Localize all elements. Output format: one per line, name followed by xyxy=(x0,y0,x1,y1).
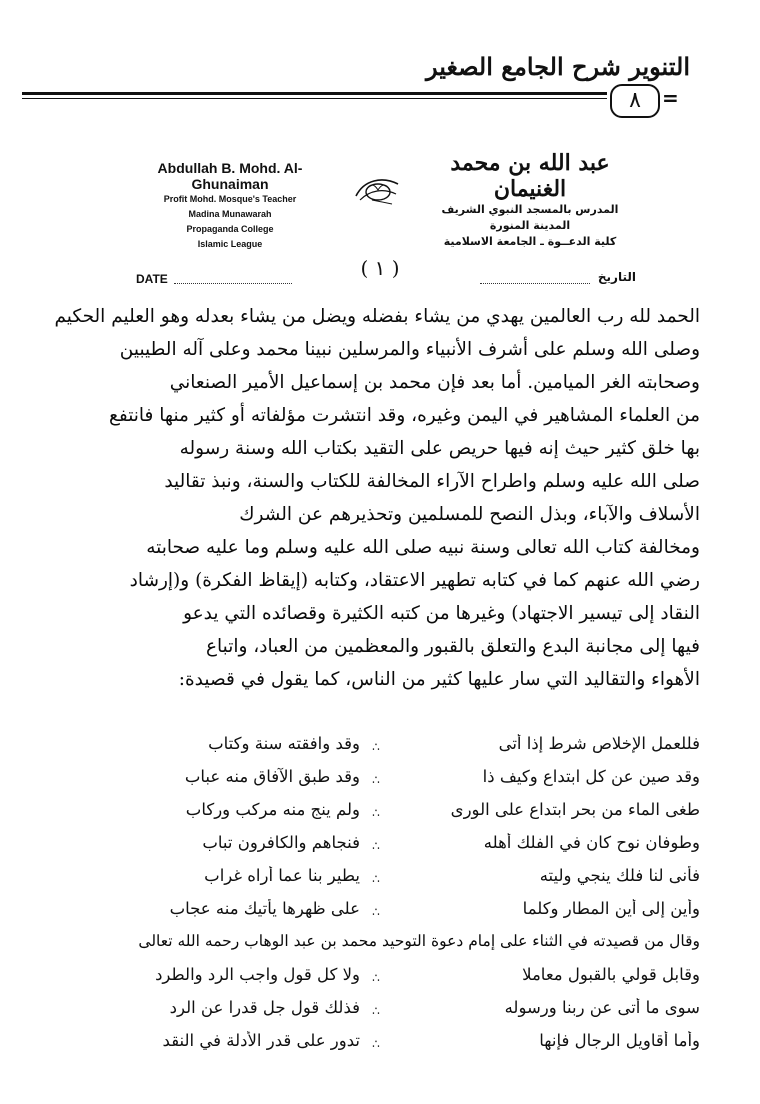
verse-first-half: وقابل قولي بالقبول معاملا xyxy=(522,965,700,984)
verse-separator: ∴ xyxy=(372,905,380,919)
poem-verse xyxy=(60,1031,700,1064)
body-line: الحمد لله رب العالمين يهدي من يشاء بفضله ويضل من يشاء بعدله وهو العليم الحكيم xyxy=(54,306,700,327)
poem-intro-2-text: وقال من قصيدته في الثناء على إمام دعوة التوحيد محمد بن عبد الوهاب رحمه الله تعالى xyxy=(138,932,700,950)
page-title: التنوير شرح الجامع الصغير xyxy=(426,52,690,81)
seal-emblem xyxy=(352,170,402,210)
letterhead-en-line: Islamic League xyxy=(197,239,263,249)
poem-verse xyxy=(60,800,700,833)
body-line: من العلماء المشاهير في اليمن وغيره، وقد انتشرت مؤلفاته أو كثير منها فانتفع xyxy=(108,405,700,426)
poem-verse xyxy=(60,833,700,866)
verse-first-half: فأنى لنا فلك ينجي وليته xyxy=(539,866,700,885)
verse-separator: ∴ xyxy=(372,740,380,754)
poem-verse xyxy=(60,965,700,998)
letterhead-en-line: Propaganda College xyxy=(186,224,274,234)
verse-separator: ∴ xyxy=(372,806,380,820)
verse-second-half: على ظهرها يأتيك منه عجاب xyxy=(169,899,360,918)
letter-number: ( ١ ) xyxy=(360,256,400,280)
verse-first-half: وقد صين عن كل ابتداع وكيف ذا xyxy=(482,767,700,786)
body-line: ومخالفة كتاب الله تعالى وسنة نبيه صلى الله عليه وسلم وما عليه صحابته xyxy=(146,537,700,558)
verse-first-half: وطوفان نوح كان في الفلك أهله xyxy=(483,833,700,852)
letterhead-en-name: Abdullah B. Mohd. Al-Ghunaiman xyxy=(157,160,303,192)
body-line: وصلى الله وسلم على أشرف الأنبياء والمرسلين نبينا محمد وعلى آله الطيبين xyxy=(119,339,700,360)
poem-verse xyxy=(60,866,700,899)
letterhead-ar-name: عبد الله بن محمد الغنيمان xyxy=(450,150,610,202)
verse-second-half: وقد طبق الآفاق منه عباب xyxy=(184,767,360,786)
verse-second-half: وقد وافقته سنة وكتاب xyxy=(208,734,360,753)
poem-verse xyxy=(60,767,700,800)
date-line xyxy=(174,283,292,284)
body-line: الأهواء والتقاليد التي سار عليها كثير من الناس، كما يقول في قصيدة: xyxy=(178,669,700,690)
letterhead-ar-line: المدرس بالمسجد النبوي الشريف xyxy=(441,203,619,216)
verse-second-half: تدور على قدر الأدلة في النقد xyxy=(162,1031,360,1050)
verse-first-half: طغى الماء من بحر ابتداع على الورى xyxy=(450,800,700,819)
date-label-ar: التاريخ xyxy=(597,270,636,284)
poem-verse xyxy=(60,998,700,1031)
date-line-ar xyxy=(480,283,590,284)
letterhead-en-line: Profit Mohd. Mosque's Teacher xyxy=(163,194,297,204)
verse-first-half: سوى ما أتى عن ربنا ورسوله xyxy=(504,998,700,1017)
verse-first-half: فللعمل الإخلاص شرط إذا أتى xyxy=(498,734,700,753)
body-line: رضي الله عنهم كما في كتابه تطهير الاعتقاد، وكتابه (إيقاظ الفكرة) و(إرشاد xyxy=(129,570,700,591)
poem xyxy=(60,734,700,1074)
body-line: الأسلاف والآباء، وبذل النصح للمسلمين وتحذيرهم عن الشرك xyxy=(239,504,700,525)
verse-separator: ∴ xyxy=(372,773,380,787)
header-rule-thin xyxy=(22,98,607,99)
page-number: ٨ xyxy=(610,84,660,118)
poem-verse xyxy=(60,734,700,767)
poem-intro-2 xyxy=(60,932,700,965)
body-line: فيها إلى مجانبة البدع والتعلق بالقبور والمعظمين من العباد، واتباع xyxy=(205,636,700,657)
header-mark: = xyxy=(662,86,679,110)
verse-separator: ∴ xyxy=(372,839,380,853)
letterhead-ar-line: كلية الدعــوة ـ الجامعة الاسلامية xyxy=(443,235,617,248)
letterhead-english xyxy=(130,160,330,252)
verse-second-half: ولا كل قول واجب الرد والطرد xyxy=(155,965,360,984)
body-line: بها خلق كثير حيث إنه فيها حريص على التقيد بكتاب الله وسنة رسوله xyxy=(179,438,700,459)
verse-separator: ∴ xyxy=(372,971,380,985)
poem-verse xyxy=(60,899,700,932)
letterhead-ar-line: المدينة المنورة xyxy=(489,219,571,232)
verse-second-half: يطير بنا عما أراه غراب xyxy=(204,866,360,885)
verse-second-half: فنجاهم والكافرون تباب xyxy=(202,833,360,852)
date-label: DATE xyxy=(136,272,168,286)
verse-first-half: وأما أقاويل الرجال فإنها xyxy=(539,1031,700,1050)
verse-separator: ∴ xyxy=(372,1004,380,1018)
verse-first-half: وأين إلى أين المطار وكلما xyxy=(522,899,700,918)
body-line: وصحابته الغر الميامين. أما بعد فإن محمد بن إسماعيل الأمير الصنعاني xyxy=(169,372,700,393)
header-rule xyxy=(22,92,607,95)
verse-second-half: ولم ينج منه مركب وركاب xyxy=(185,800,360,819)
verse-separator: ∴ xyxy=(372,872,380,886)
letterhead-en-line: Madina Munawarah xyxy=(188,209,272,219)
verse-separator: ∴ xyxy=(372,1037,380,1051)
verse-second-half: فذلك قول جل قدرا عن الرد xyxy=(169,998,360,1017)
body-line: النقاد إلى تيسير الاجتهاد) وغيرها من كتبه الكثيرة وقصائده التي يدعو xyxy=(183,603,700,624)
letter-body xyxy=(40,298,700,698)
letterhead-arabic xyxy=(420,150,640,250)
body-line: صلى الله عليه وسلم واطراح الآراء المخالفة للكتاب والسنة، ونبذ تقاليد xyxy=(164,471,700,492)
